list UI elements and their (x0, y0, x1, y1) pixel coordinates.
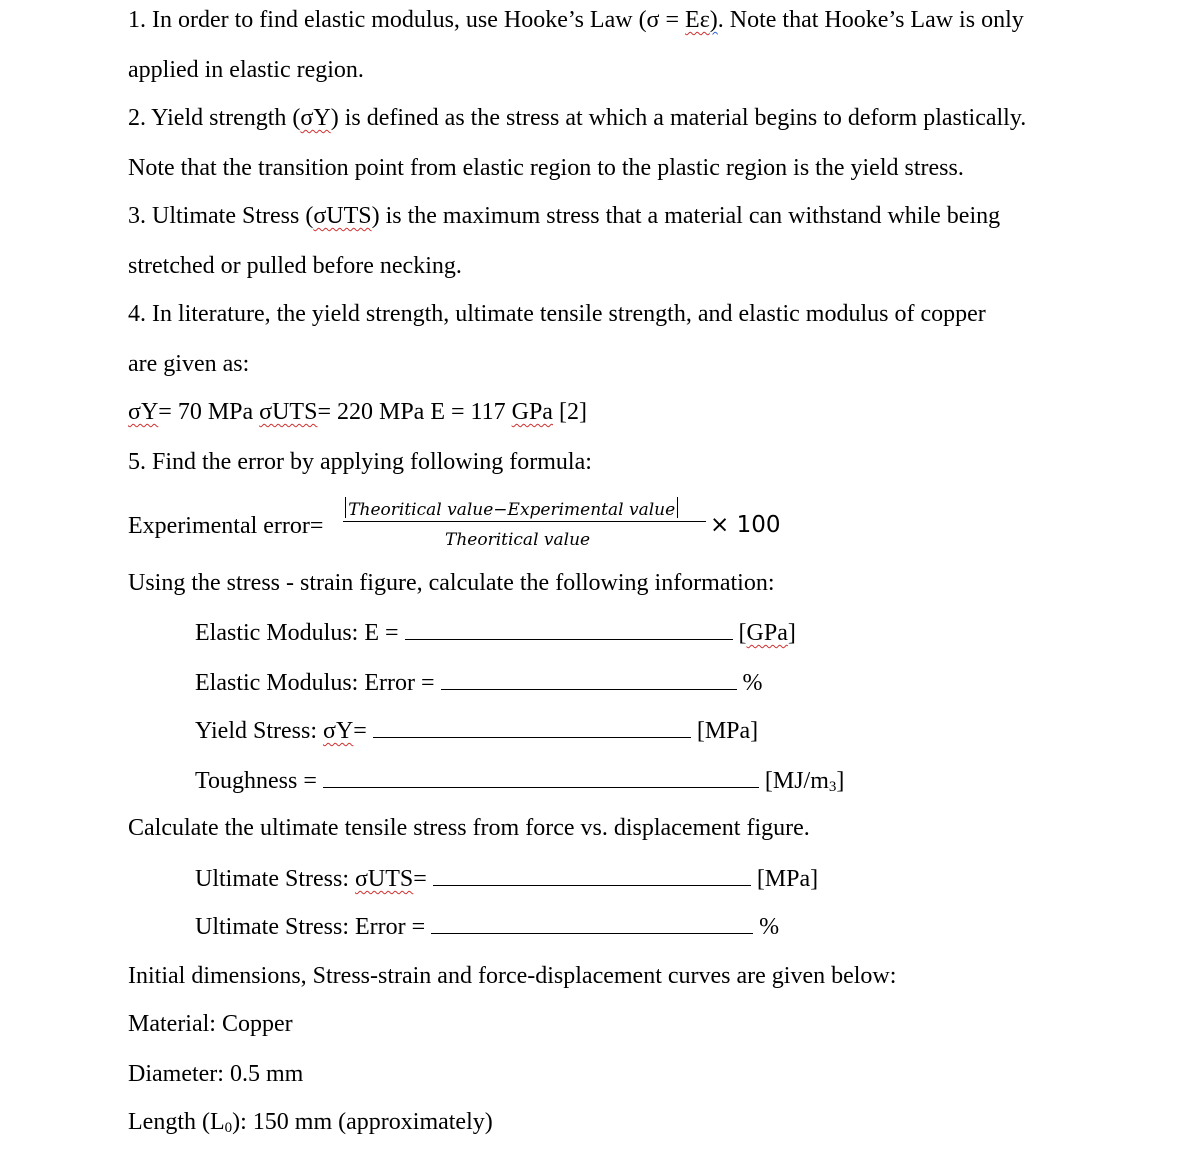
mpa-unit: [MPa] (756, 866, 819, 892)
uts-symbol: σUTS (313, 203, 372, 229)
calc-text: Calculate the ultimate tensile stress from force vs. displacement figure. (128, 815, 810, 841)
point-2-line-2: Note that the transition point from elastic region to the plastic region is the yield stress. (128, 155, 964, 181)
text: ) is the maximum stress that a material can withstand while being (371, 203, 1001, 229)
text: 1. In order to find elastic modulus, use Hooke’s Law (σ = (128, 7, 686, 33)
percent-unit: % (759, 914, 780, 940)
text: Theoritical value−Experimental value (348, 500, 676, 520)
toughness-blank[interactable] (323, 765, 759, 788)
text: Elastic Modulus: E = (195, 620, 405, 646)
initial-text: Initial dimensions, Stress-strain and force-displacement curves are given below: (128, 963, 897, 989)
text: ] (836, 768, 845, 794)
text: ) is defined as the stress at which a material begins to deform plastically. (330, 105, 1027, 131)
gpa-unit: GPa (746, 620, 788, 646)
gpa-unit: GPa (511, 399, 553, 425)
uts-error-blank[interactable] (431, 911, 753, 934)
text: 3. Ultimate Stress ( (128, 203, 314, 229)
abs-bar-left (345, 497, 346, 518)
text: Elastic Modulus: Error = (195, 670, 441, 696)
length (128, 1107, 493, 1143)
point-1-line-2: applied in elastic region. (128, 57, 364, 83)
formula-numerator (343, 497, 680, 520)
point-2-line-1 (128, 103, 1026, 133)
text: ): 150 mm (approximately) (232, 1109, 493, 1135)
hooke-expression: Eε (685, 7, 710, 33)
text: 2. Yield strength ( (128, 105, 301, 131)
point-4-line-2: are given as: (128, 351, 250, 377)
text: Ultimate Stress: (195, 866, 355, 892)
abs-bar-right (677, 497, 678, 518)
using-text: Using the stress - strain figure, calculate the following information: (128, 570, 775, 596)
text: Yield Stress: (195, 718, 324, 744)
formula-multiplier: × 100 (710, 512, 781, 538)
yield-stress-blank[interactable] (373, 715, 691, 738)
text: ) (709, 7, 718, 33)
material: Material: Copper (128, 1011, 293, 1037)
formula-lhs: Experimental error= (128, 513, 324, 539)
point-3-line-1 (128, 201, 1000, 231)
uts-symbol: σUTS (259, 399, 318, 425)
text: 0 (224, 1120, 233, 1136)
text: . Note that Hooke’s Law is only (717, 7, 1024, 33)
fraction-bar (343, 521, 706, 522)
point-3-line-2: stretched or pulled before necking. (128, 253, 462, 279)
elastic-error-blank[interactable] (441, 667, 737, 690)
formula-denominator: Theoritical value (445, 530, 591, 550)
elastic-error-row (195, 667, 763, 698)
text: Length (L (128, 1109, 225, 1135)
point-5: 5. Find the error by applying following formula: (128, 449, 592, 475)
uts-error-row (195, 911, 779, 942)
point-1-line-1 (128, 5, 1024, 35)
elastic-modulus-row: Elastic Modulus: E = [GPa] (195, 617, 796, 648)
percent-unit: % (742, 670, 763, 696)
text: = (353, 718, 373, 744)
text: [MJ/m (764, 768, 829, 794)
elastic-modulus-blank[interactable] (405, 617, 733, 640)
text: Toughness = (195, 768, 323, 794)
yield-symbol: σY (323, 718, 354, 744)
point-4-line-1: 4. In literature, the yield strength, ultimate tensile strength, and elastic modulus of copper (128, 301, 986, 327)
mpa-unit: [MPa] (696, 718, 759, 744)
text: = (413, 866, 433, 892)
yield-symbol: σY (128, 399, 159, 425)
yield-symbol: σY (300, 105, 331, 131)
uts-row (195, 863, 818, 894)
diameter: Diameter: 0.5 mm (128, 1061, 304, 1087)
uts-symbol: σUTS (354, 866, 414, 892)
yield-stress-row (195, 715, 758, 746)
toughness-row (195, 765, 844, 802)
text: = 220 MPa E = 117 (317, 399, 512, 425)
literature-values (128, 397, 587, 427)
text: = 70 MPa (158, 399, 260, 425)
text: 3 (828, 779, 837, 795)
uts-blank[interactable] (433, 863, 751, 886)
reference: [2] (552, 399, 587, 425)
text: Ultimate Stress: Error = (195, 914, 432, 940)
